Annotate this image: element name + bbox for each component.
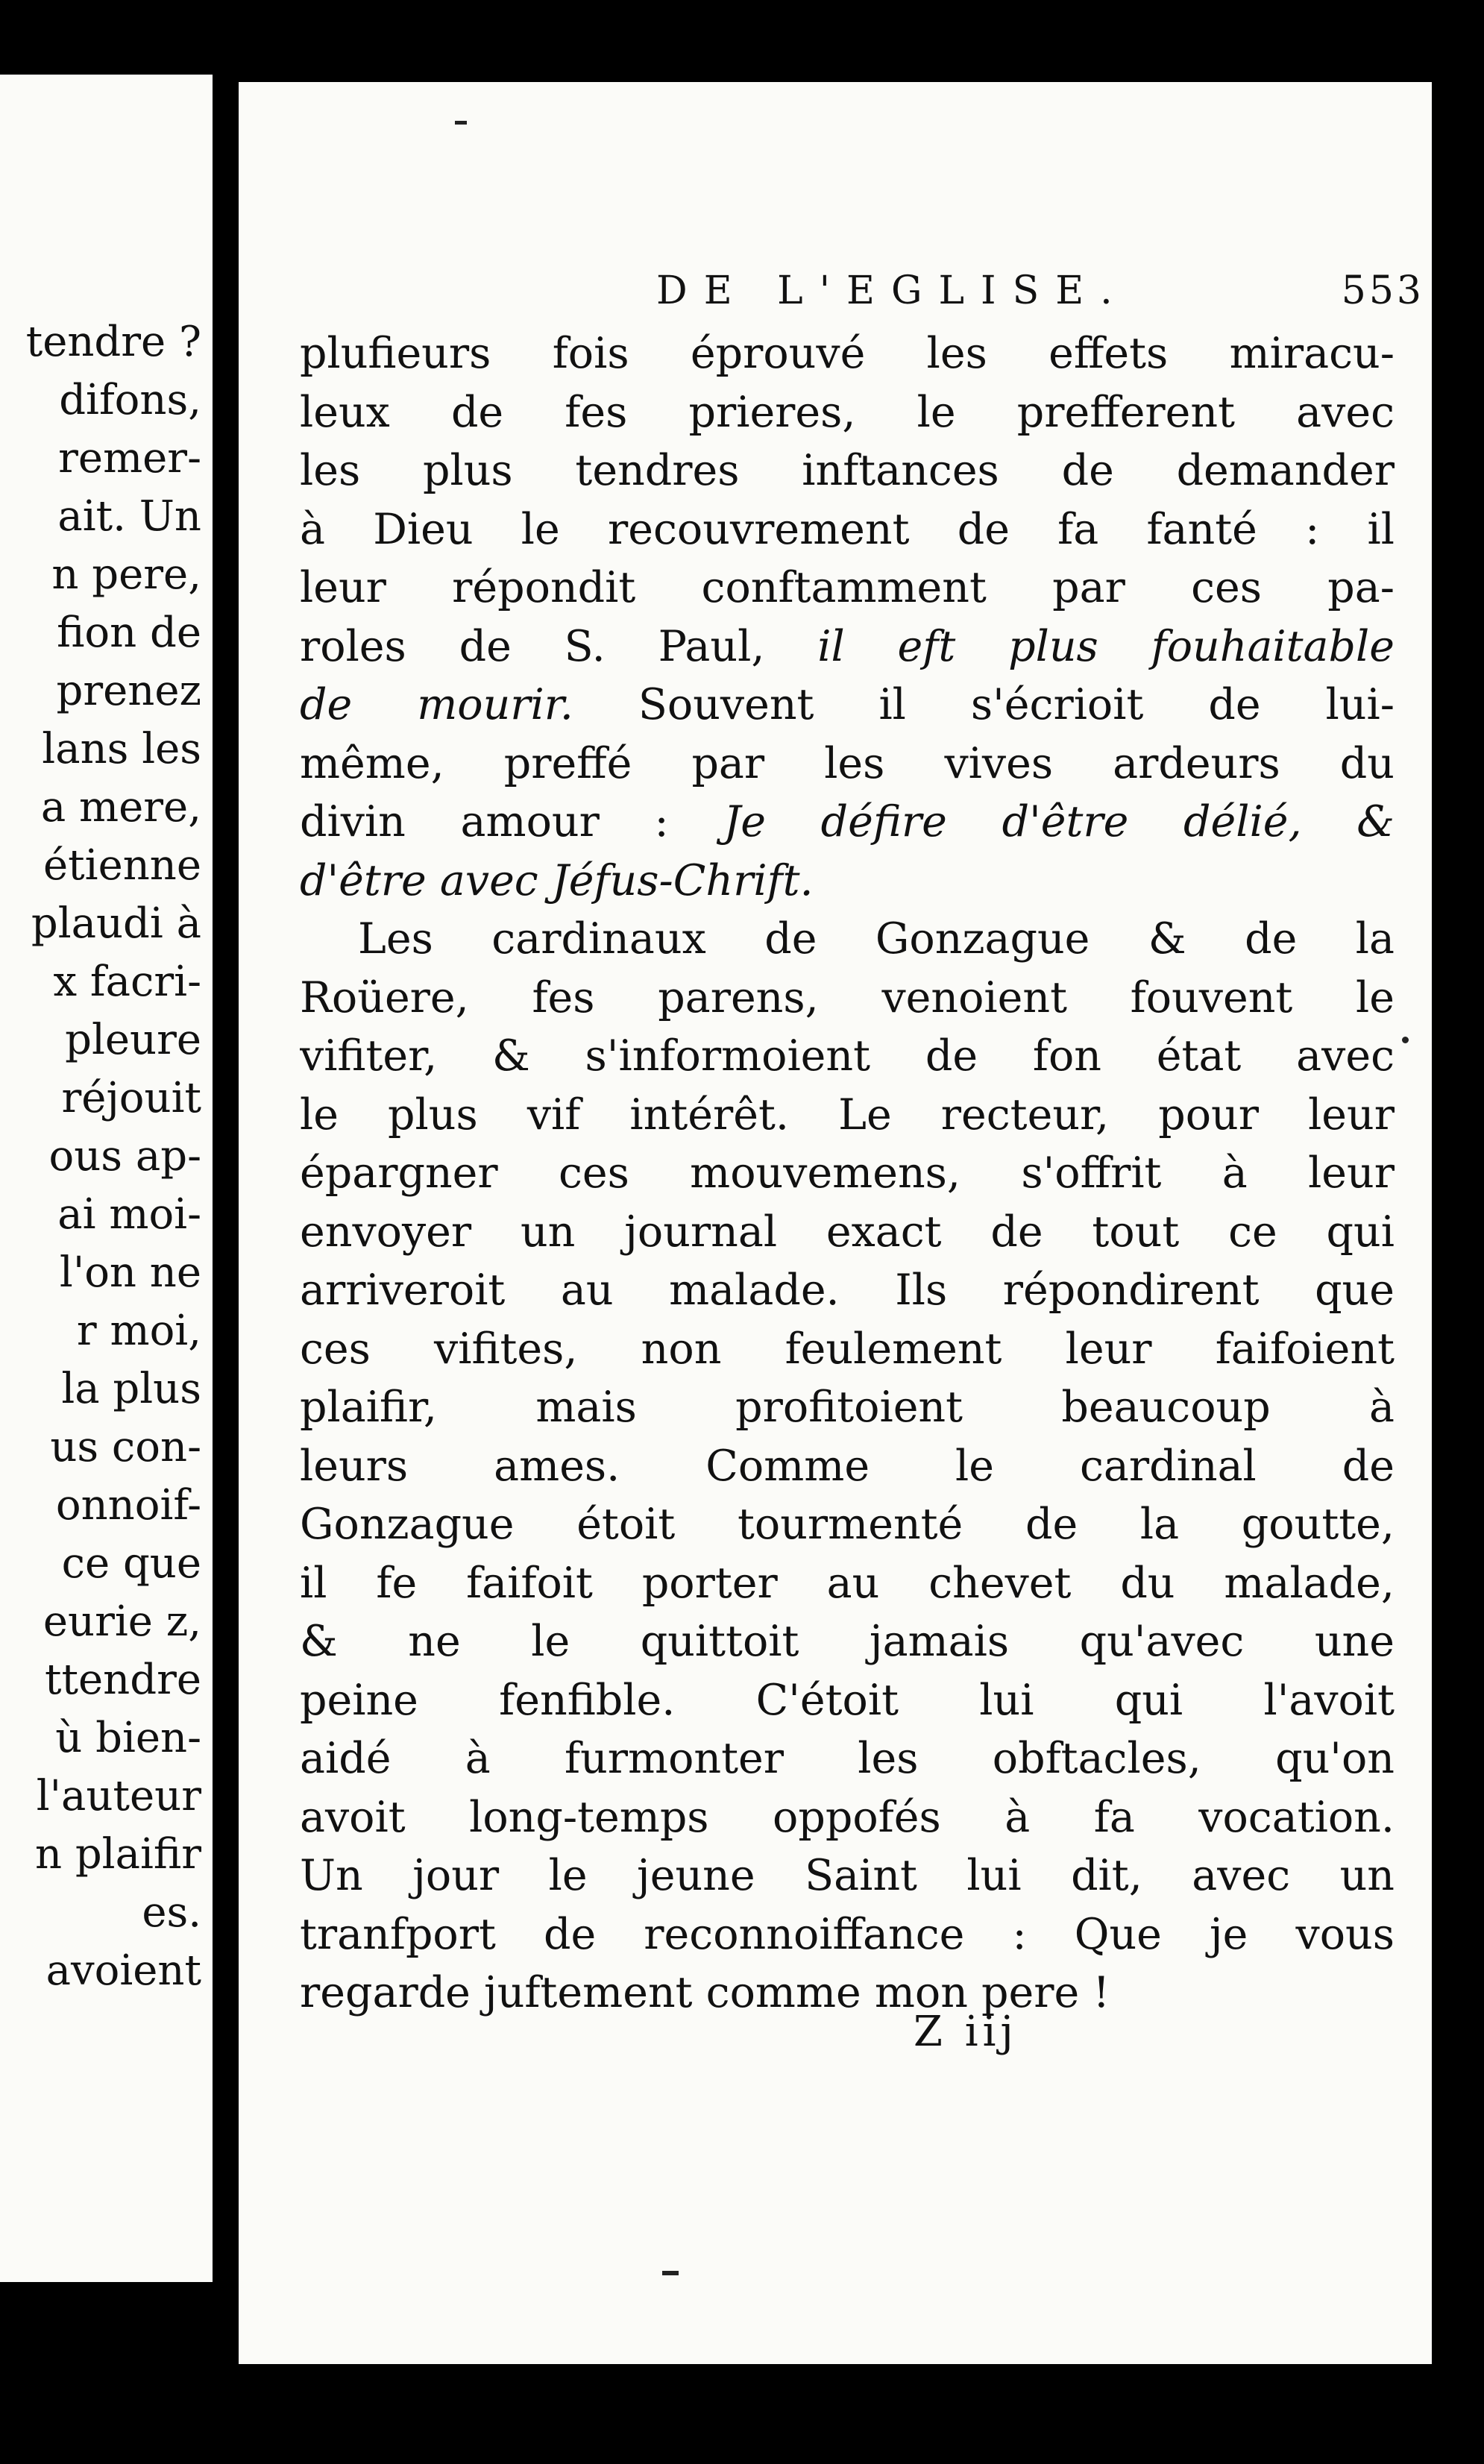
body-text (300, 324, 1395, 2023)
text-segment: regarde juftement comme mon pere ! (300, 1968, 1110, 2017)
text-line (300, 441, 1395, 500)
text-line (300, 383, 1395, 442)
text-line (300, 1261, 1395, 1320)
text-segment: Gonzague étoit tourmenté de la goutte, (300, 1500, 1395, 1549)
left-line: difons, (59, 376, 201, 424)
left-line: la plus (61, 1365, 201, 1413)
left-line: fion de (57, 609, 201, 657)
left-line: eurie z, (43, 1597, 201, 1646)
text-segment: arriveroit au malade. Ils répondirent que (300, 1266, 1395, 1315)
left-line: tendre ? (25, 318, 201, 366)
italic-segment: de mourir. (300, 680, 573, 729)
text-line (300, 559, 1395, 617)
text-segment: Les cardinaux de Gonzague & de la (358, 914, 1395, 964)
text-segment: il fe faifoit porter au chevet du malade, (300, 1558, 1395, 1608)
left-line: avoient (45, 1946, 201, 1995)
left-line: remer- (58, 434, 201, 483)
text-line (300, 969, 1395, 1028)
text-line (300, 1495, 1395, 1554)
italic-segment: il eft plus fouhaitable (817, 621, 1395, 671)
text-segment: épargner ces mouvemens, s'offrit à leur (300, 1148, 1395, 1198)
text-segment: même, preffé par les vives ardeurs du (300, 738, 1395, 788)
left-line: es. (142, 1888, 201, 1937)
left-line: r moi, (76, 1307, 201, 1355)
text-line (300, 793, 1395, 852)
left-line: ai moi- (57, 1190, 201, 1239)
text-line (300, 1378, 1395, 1437)
right-page (239, 82, 1432, 2364)
signature-mark: Z iij (914, 2008, 1018, 2056)
text-line (300, 1671, 1395, 1730)
text-line (300, 1144, 1395, 1203)
text-segment: Souvent il s'écrioit de lui- (573, 680, 1395, 729)
text-line (300, 1729, 1395, 1788)
left-line: x facri- (53, 958, 201, 1006)
text-line (300, 1964, 1395, 2023)
text-segment: à Dieu le recouvrement de fa fanté : il (300, 504, 1395, 554)
left-page (0, 75, 213, 2282)
text-segment: roles de S. Paul, (300, 621, 818, 671)
ink-speck (1402, 1037, 1409, 1043)
text-segment: leur répondit conftamment par ces pa- (300, 563, 1395, 612)
left-page-text (0, 313, 201, 2000)
text-line (300, 1612, 1395, 1671)
text-segment: & ne le quittoit jamais qu'avec une (300, 1617, 1395, 1666)
text-line (300, 1554, 1395, 1613)
text-line (300, 1320, 1395, 1379)
text-line (300, 1437, 1395, 1496)
text-line (300, 617, 1395, 676)
left-line: a mere, (40, 783, 201, 832)
text-line (300, 676, 1395, 735)
running-header (440, 261, 1424, 321)
left-line: n pere, (51, 550, 201, 599)
left-line: pleure (65, 1016, 201, 1064)
text-line (300, 1027, 1395, 1086)
text-segment: leux de fes prieres, le prefferent avec (300, 387, 1395, 437)
left-line: lans les (42, 725, 201, 773)
text-line (300, 1847, 1395, 1905)
text-line (300, 735, 1395, 793)
text-segment: Un jour le jeune Saint lui dit, avec un (300, 1851, 1395, 1900)
left-line: onnoif- (55, 1481, 201, 1530)
page-number: 553 (1341, 268, 1424, 313)
text-segment: aidé à furmonter les obftacles, qu'on (300, 1734, 1395, 1783)
text-segment: plufieurs fois éprouvé les effets miracu- (300, 329, 1395, 378)
text-line (300, 852, 1395, 911)
text-segment: Roüere, fes parens, venoient fouvent le (300, 972, 1395, 1022)
text-line (300, 910, 1395, 969)
left-line: us con- (50, 1423, 201, 1471)
text-segment: vifiter, & s'informoient de fon état avec (300, 1031, 1395, 1081)
text-line (300, 1905, 1395, 1964)
left-line: étienne (43, 841, 201, 890)
left-line: l'on ne (59, 1248, 201, 1297)
left-line: ù bien- (55, 1714, 201, 1762)
text-segment: les plus tendres inftances de demander (300, 446, 1395, 495)
left-line: prenez (56, 667, 201, 715)
left-line: ait. Un (57, 492, 201, 541)
left-line: ous ap- (48, 1132, 201, 1181)
text-segment: divin amour : (300, 797, 724, 846)
ink-speck (662, 2271, 679, 2275)
running-title: DE L'EGLISE. (656, 268, 1129, 313)
left-line: ce que (61, 1539, 201, 1588)
left-line: réjouit (61, 1074, 201, 1122)
text-line (300, 324, 1395, 383)
text-segment: plaifir, mais profitoient beaucoup à (300, 1383, 1395, 1432)
text-line (300, 1086, 1395, 1145)
ink-speck (455, 121, 467, 125)
left-line: l'auteur (36, 1772, 201, 1820)
text-segment: peine fenfible. C'étoit lui qui l'avoit (300, 1675, 1395, 1725)
text-segment: leurs ames. Comme le cardinal de (300, 1441, 1395, 1491)
text-line (300, 1203, 1395, 1262)
text-segment: envoyer un journal exact de tout ce qui (300, 1207, 1395, 1257)
left-line: ttendre (45, 1656, 201, 1704)
text-segment: tranfport de reconnoiffance : Que je vous (300, 1909, 1395, 1959)
italic-segment: d'être avec Jéfus-Chrift. (300, 855, 814, 905)
italic-segment: Je défire d'être délié, & (723, 797, 1395, 846)
text-line (300, 500, 1395, 559)
text-segment: le plus vif intérêt. Le recteur, pour leur (300, 1090, 1395, 1140)
text-segment: avoit long-temps oppofés à fa vocation. (300, 1792, 1395, 1842)
left-line: n plaifir (34, 1830, 201, 1879)
left-line: plaudi à (31, 899, 201, 948)
text-segment: ces vifites, non feulement leur faifoient (300, 1324, 1395, 1374)
text-line (300, 1788, 1395, 1847)
